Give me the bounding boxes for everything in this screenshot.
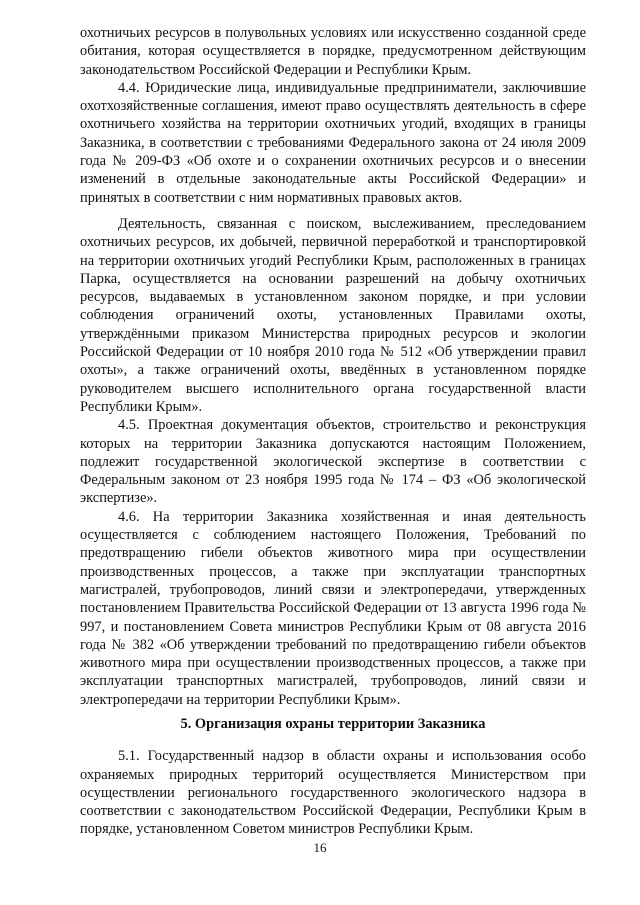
page-number: 16 xyxy=(313,840,327,855)
paragraph-continuation: охотничьих ресурсов в полувольных условиях или искусственно созданной среде обитания, которая осуществляется в порядке, предусмотренном действующим законодательством Российской Федерации и Республики Крым. xyxy=(80,25,586,78)
section-heading: 5. Организация охраны территории Заказника xyxy=(180,715,486,732)
paragraph-4-5: 4.5. Проектная документация объектов, строительство и реконструкция которых на территории Заказника допускаются настоящим Положением, подлежит государственной экологической экспертизе в соответствии с Федеральным законом от 23 ноября 1995 года № 174 – ФЗ «Об экологической экспертизе». xyxy=(80,417,586,507)
paragraph-4-6: 4.6. На территории Заказника хозяйственная и иная деятельность осуществляется с соблюдением настоящего Положения, Требований по предотвращению гибели объектов животного мира при осуществлении производственных процессов, а также при эксплуатации транспортных магистралей, трубопроводов, линий связи и электропередачи, утвержденных постановлением Правительства Российской Федерации от 13 августа 1996 года № 997, и постановлением Совета министров Республики Крым от 08 августа 2016 года № 382 «Об утверждении требований по предотвращению гибели объектов животного мира при осуществлении производственных процессов, а также при эксплуатации транспортных магистралей, трубопроводов, линий связи и электропередачи на территории Республики Крым». xyxy=(80,508,586,708)
paragraph-4-4: 4.4. Юридические лица, индивидуальные предприниматели, заключившие охотхозяйственные соглашения, имеют право осуществлять деятельность в сфере охотничьего хозяйства на территории охотничьих угодий, входящих в границы Заказника, в соответствии с требованиями Федерального закона от 24 июля 2009 года № 209-ФЗ «Об охоте и о сохранении охотничьих ресурсов и о внесении изменений в отдельные законодательные акты Российской Федерации» и принятых в соответствии с ним нормативных правовых актов. xyxy=(80,79,586,206)
paragraph-hunting-activity: Деятельность, связанная с поиском, выслеживанием, преследованием охотничьих ресурсов, их добычей, первичной переработкой и транспортировкой на территории охотничьих угодий Республики Крым, расположенных в границах Парка, осуществляется на основании разрешений на добычу охотничьих ресурсов, выдаваемых в установленном законом порядке, и при условии соблюдения ограничений охоты, установленных Правилами охоты, утверждёнными приказом Министерства природных ресурсов и экологии Российской Федерации от 10 ноября 2010 года № 512 «Об утверждении правил охоты», а также ограничений охоты, введённых в установленном порядке руководителем высшего исполнительного органа государственной власти Республики Крым». xyxy=(80,215,586,415)
paragraph-5-1: 5.1. Государственный надзор в области охраны и использования особо охраняемых природных территорий осуществляется Министерством при осуществлении регионального государственного экологического надзора в соответствии с законодательством Российской Федерации, Республики Крым в порядке, установленном Советом министров Республики Крым. xyxy=(80,748,586,838)
document-page xyxy=(80,24,586,839)
